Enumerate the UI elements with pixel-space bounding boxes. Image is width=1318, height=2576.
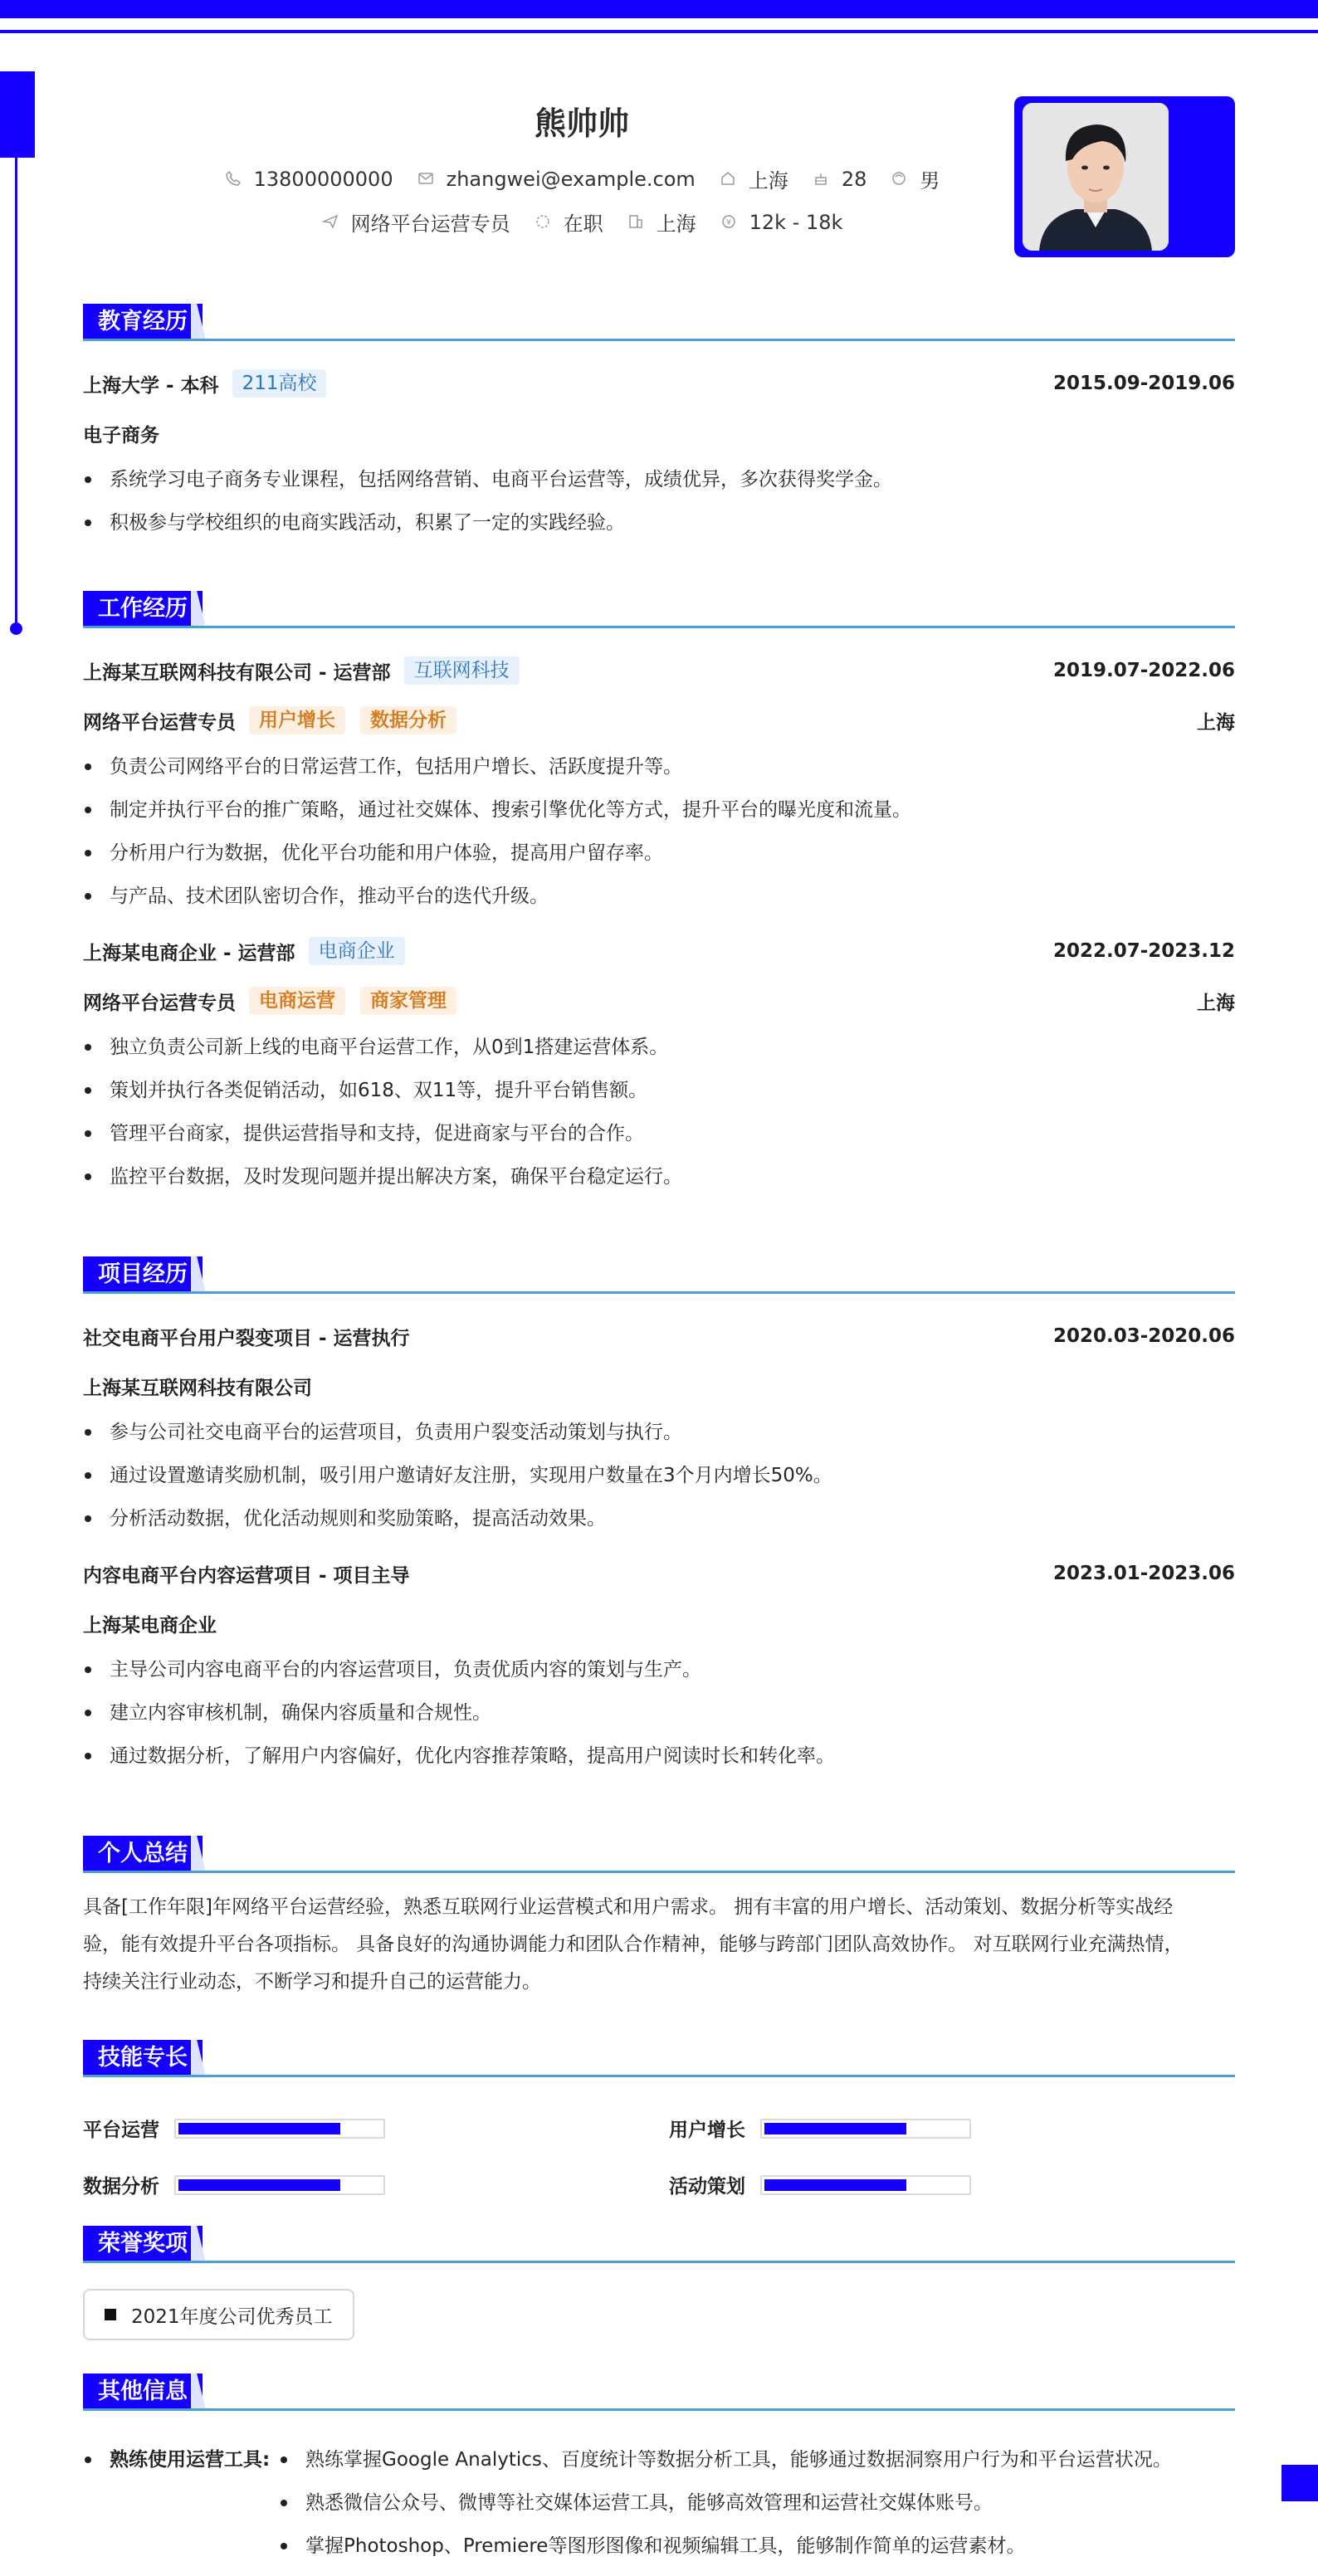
education-heading xyxy=(83,304,1235,340)
skill-fill xyxy=(178,2179,340,2191)
status-text: 在职 xyxy=(563,212,603,236)
age-text: 28 xyxy=(841,167,867,191)
company-row xyxy=(83,646,1235,695)
education-bullets xyxy=(83,458,1235,544)
summary-line: 持续关注行业动态，不断学习和提升自己的运营能力。 xyxy=(83,1971,541,1993)
job-date: 2022.07-2023.12 xyxy=(1052,940,1235,962)
status-item xyxy=(534,207,603,237)
section-rule xyxy=(83,339,1235,341)
section-rule xyxy=(83,2408,1235,2411)
skill-item xyxy=(669,2115,971,2142)
position-name: 网络平台运营专员 xyxy=(83,711,236,734)
section-rule xyxy=(83,2261,1235,2263)
honors-section xyxy=(83,2226,1235,2340)
major-row xyxy=(83,408,1235,458)
salary-text: 12k - 18k xyxy=(749,210,843,234)
work-section xyxy=(83,591,1235,1198)
projects-heading xyxy=(83,1256,1235,1293)
job-entry xyxy=(83,926,1235,1198)
project-org: 上海某互联网科技有限公司 xyxy=(83,1377,312,1399)
list-item: 积极参与学校组织的电商实践活动，积累了一定的实践经验。 xyxy=(83,501,1235,544)
other-heading xyxy=(83,2374,1235,2410)
skill-item xyxy=(669,2171,971,2198)
skill-bar xyxy=(760,2175,971,2195)
city-text: 上海 xyxy=(656,212,696,236)
project-row xyxy=(83,1549,1235,1598)
skill-tag: 商家管理 xyxy=(360,987,456,1015)
email-text: zhangwei@example.com xyxy=(446,167,696,191)
summary-line: 具备[工作年限]年网络平台运营经验，熟悉互联网行业运营模式和用户需求。 拥有丰富的用户增长、活动策划、数据分析等实战经 xyxy=(83,1896,1174,1918)
job-bullets xyxy=(83,1026,1235,1198)
company-name: 上海某电商企业 - 运营部 xyxy=(83,942,295,964)
list-item: 独立负责公司新上线的电商平台运营工作，从0到1搭建运营体系。 xyxy=(83,1026,1235,1069)
project-bullets xyxy=(83,1648,1235,1778)
major-name: 电子商务 xyxy=(83,424,159,446)
mail-icon xyxy=(417,170,435,188)
status-icon xyxy=(534,213,552,232)
top-accent-line xyxy=(0,30,1318,33)
list-item: 与产品、技术团队密切合作，推动平台的迭代升级。 xyxy=(83,875,1235,918)
list-item: 主导公司内容电商平台的内容运营项目，负责优质内容的策划与生产。 xyxy=(83,1648,1235,1691)
summary-text xyxy=(83,1889,1235,2001)
job-title-item xyxy=(321,207,510,237)
section-rule xyxy=(83,1871,1235,1873)
corner-accent-block xyxy=(1281,2465,1318,2501)
gender-icon xyxy=(890,170,908,188)
contact-row xyxy=(83,164,1081,193)
education-section xyxy=(83,304,1235,544)
skills-heading xyxy=(83,2040,1235,2076)
skill-item xyxy=(83,2171,385,2198)
phone-item xyxy=(224,168,393,191)
skill-fill xyxy=(178,2123,340,2134)
project-date: 2023.01-2023.06 xyxy=(1052,1563,1235,1584)
section-title: 工作经历 xyxy=(83,591,203,627)
position-name: 网络平台运营专员 xyxy=(83,992,236,1014)
company-tag: 互联网科技 xyxy=(404,656,520,685)
cake-icon xyxy=(812,170,830,188)
skill-name: 活动策划 xyxy=(669,2176,745,2198)
list-item: 分析活动数据，优化活动规则和奖励策略，提高活动效果。 xyxy=(83,1497,1235,1540)
section-rule xyxy=(83,626,1235,628)
list-item: 参与公司社交电商平台的运营项目，负责用户裂变活动策划与执行。 xyxy=(83,1411,1235,1454)
list-item: 策划并执行各类促销活动，如618、双11等，提升平台销售额。 xyxy=(83,1069,1235,1112)
projects-section xyxy=(83,1256,1235,1778)
project-entry xyxy=(83,1549,1235,1778)
building-icon xyxy=(627,213,645,232)
job-intent-row xyxy=(83,207,1081,237)
job-bullets xyxy=(83,745,1235,918)
project-org-row xyxy=(83,1361,1235,1411)
list-item: 系统学习电子商务专业课程，包括网络营销、电商平台运营等，成绩优异，多次获得奖学金。 xyxy=(83,458,1235,501)
honors-heading xyxy=(83,2226,1235,2262)
skill-fill xyxy=(764,2179,906,2191)
skill-item xyxy=(83,2115,385,2142)
candidate-name: 熊帅帅 xyxy=(534,105,629,142)
list-item: 制定并执行平台的推广策略，通过社交媒体、搜索引擎优化等方式，提升平台的曝光度和流量。 xyxy=(83,788,1235,832)
section-title: 荣誉奖项 xyxy=(83,2226,203,2262)
section-rule xyxy=(83,1291,1235,1294)
list-item: 管理平台商家，提供运营指导和支持，促进商家与平台的合作。 xyxy=(83,1112,1235,1155)
section-title: 其他信息 xyxy=(83,2374,203,2410)
side-accent-dot xyxy=(10,622,22,635)
project-date: 2020.03-2020.06 xyxy=(1052,1325,1235,1347)
svg-text:¥: ¥ xyxy=(725,217,731,227)
education-date: 2015.09-2019.06 xyxy=(1052,373,1235,394)
position-row xyxy=(83,695,1235,745)
company-row xyxy=(83,926,1235,976)
salary-item xyxy=(720,211,843,234)
skill-fill xyxy=(764,2123,906,2134)
money-icon xyxy=(720,213,738,232)
side-accent-line xyxy=(15,158,17,629)
job-location: 上海 xyxy=(1197,711,1235,734)
side-accent-block xyxy=(0,71,35,158)
skills-section xyxy=(83,2040,1235,2198)
school-name: 上海大学 - 本科 xyxy=(83,374,219,397)
project-org: 上海某电商企业 xyxy=(83,1614,217,1637)
list-item: 熟悉微信公众号、微博等社交媒体运营工具，能够高效管理和运营社交媒体账号。 xyxy=(279,2481,1172,2525)
location-text: 上海 xyxy=(748,169,788,193)
project-bullets xyxy=(83,1411,1235,1540)
project-row xyxy=(83,1311,1235,1361)
job-location: 上海 xyxy=(1197,992,1235,1014)
square-bullet-icon xyxy=(105,2309,116,2320)
award-text: 2021年度公司优秀员工 xyxy=(131,2305,333,2328)
skill-tag: 数据分析 xyxy=(360,706,456,734)
location-item xyxy=(719,164,788,193)
summary-section xyxy=(83,1836,1235,2001)
list-item: 监控平台数据，及时发现问题并提出解决方案，确保平台稳定运行。 xyxy=(83,1155,1235,1198)
gender-item xyxy=(890,164,940,193)
summary-line: 验，能有效提升平台各项指标。 具备良好的沟通协调能力和团队合作精神，能够与跨部门团队高效协作。 对互联网行业充满热情， xyxy=(83,1934,1184,1955)
position-row xyxy=(83,976,1235,1026)
project-name: 社交电商平台用户裂变项目 - 运营执行 xyxy=(83,1327,410,1349)
list-item: 分析用户行为数据，优化平台功能和用户体验，提高用户留存率。 xyxy=(83,832,1235,875)
skill-bar xyxy=(174,2119,385,2139)
skill-bar xyxy=(174,2175,385,2195)
work-heading xyxy=(83,591,1235,627)
home-icon xyxy=(719,170,737,188)
section-title: 教育经历 xyxy=(83,304,203,340)
summary-heading xyxy=(83,1836,1235,1872)
job-title-text: 网络平台运营专员 xyxy=(350,212,510,236)
project-name: 内容电商平台内容运营项目 - 项目主导 xyxy=(83,1564,410,1587)
skill-tag: 用户增长 xyxy=(249,706,345,734)
city-item xyxy=(627,207,696,237)
company-tag: 电商企业 xyxy=(309,937,405,965)
send-icon xyxy=(321,213,339,232)
profile-photo xyxy=(1023,103,1169,251)
skill-bar xyxy=(760,2119,971,2139)
job-entry xyxy=(83,646,1235,918)
skills-grid xyxy=(83,2076,1235,2198)
email-item xyxy=(417,168,696,191)
list-item: 掌握Photoshop、Premiere等图形图像和视频编辑工具，能够制作简单的运营素材。 xyxy=(279,2525,1172,2568)
project-org-row xyxy=(83,1598,1235,1648)
tools-heading: 熟练使用运营工具: xyxy=(83,2438,270,2481)
list-item: 负责公司网络平台的日常运营工作，包括用户增长、活跃度提升等。 xyxy=(83,745,1235,788)
top-accent-bar xyxy=(0,0,1318,18)
other-section xyxy=(83,2374,1235,2557)
tools-bullets xyxy=(279,2438,1172,2568)
phone-text: 13800000000 xyxy=(253,167,393,191)
gender-text: 男 xyxy=(920,169,940,193)
skill-name: 平台运营 xyxy=(83,2120,159,2141)
section-title: 技能专长 xyxy=(83,2040,203,2076)
list-item: 熟练掌握Google Analytics、百度统计等数据分析工具，能够通过数据洞察用户行为和平台运营状况。 xyxy=(279,2438,1172,2481)
award-badge xyxy=(83,2289,354,2340)
education-row xyxy=(83,359,1235,408)
photo-frame xyxy=(1014,96,1235,257)
section-title: 项目经历 xyxy=(83,1256,203,1293)
age-item xyxy=(812,168,867,191)
section-title: 个人总结 xyxy=(83,1836,203,1872)
skill-tag: 电商运营 xyxy=(249,987,345,1015)
project-entry xyxy=(83,1311,1235,1540)
job-date: 2019.07-2022.06 xyxy=(1052,660,1235,681)
phone-icon xyxy=(224,170,242,188)
skill-name: 数据分析 xyxy=(83,2176,159,2198)
list-item: 建立内容审核机制，确保内容质量和合规性。 xyxy=(83,1691,1235,1734)
list-item: 通过数据分析，了解用户内容偏好，优化内容推荐策略，提高用户阅读时长和转化率。 xyxy=(83,1734,1235,1778)
school-tag: 211高校 xyxy=(232,369,327,398)
resume-header xyxy=(83,83,1235,266)
list-item: 通过设置邀请奖励机制，吸引用户邀请好友注册，实现用户数量在3个月内增长50%。 xyxy=(83,1454,1235,1497)
company-name: 上海某互联网科技有限公司 - 运营部 xyxy=(83,661,391,684)
skill-name: 用户增长 xyxy=(669,2120,745,2141)
